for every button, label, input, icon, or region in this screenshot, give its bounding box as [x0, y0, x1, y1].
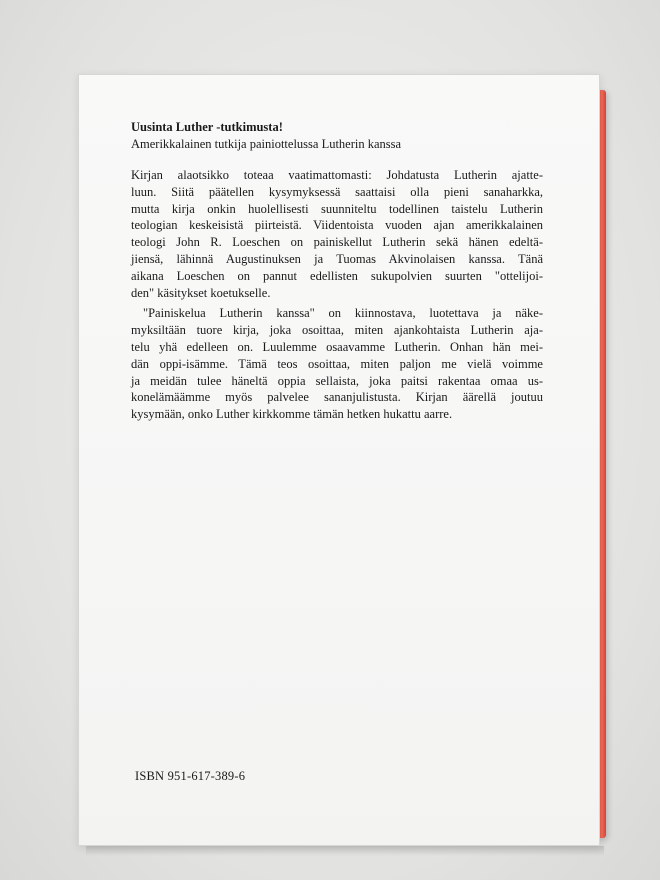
paragraph-1-line: teologi John R. Loeschen on painiskellut Lutherin sekä hänen edeltä- [131, 235, 543, 250]
paragraph-2-line: myksiltään tuore kirja, joka osoittaa, miten ajankohtaista Lutherin aja- [131, 323, 543, 338]
paragraph-1-line: mutta kirja onkin huolellisesti suunniteltu todellinen taistelu Lutherin [131, 201, 543, 216]
paragraph-1-line: luun. Siitä päätellen kysymyksessä saattaisi olla pieni sanaharkka, [131, 184, 543, 199]
paragraph-1 [131, 167, 543, 301]
cover-text-block [131, 119, 543, 423]
paragraph-2-line: konelämäämme myös palvelee sananjulistusta. Kirjan äärellä joutuu [131, 390, 543, 405]
paragraph-2-line: "Painiskelua Lutherin kanssa" on kiinnostava, luotettava ja näke- [143, 306, 543, 321]
paragraph-2-line: dän oppi-isämme. Tämä teos osoittaa, miten paljon me vielä voimme [131, 356, 543, 371]
book-shadow [86, 846, 604, 856]
paragraph-1-line: teologian keskeisistä piirteistä. Viidentoista vuoden ajan amerikkalainen [131, 218, 543, 233]
paragraph-2 [131, 305, 543, 423]
paragraph-2-line: ja meidän tulee häneltä oppia sellaista, joka paitsi rakentaa omaa us- [131, 373, 543, 388]
paragraph-2-line: kysymään, onko Luther kirkkomme tämän hetken hukattu aarre. [131, 407, 453, 422]
paragraph-1-line: den" käsitykset koetukselle. [131, 285, 271, 300]
cover-subheading: Amerikkalainen tutkija painiottelussa Lutherin kanssa [131, 137, 402, 151]
paragraph-1-line: Kirjan alaotsikko toteaa vaatimattomasti: Johdatusta Lutherin ajatte- [131, 168, 543, 182]
cover-heading: Uusinta Luther -tutkimusta! [131, 120, 283, 134]
paragraph-2-line: telu yhä edelleen on. Luulemme osaavamme Lutherin. Onhan hän mei- [131, 339, 543, 354]
paragraph-1-line: jiensä, lähinnä Augustinuksen ja Tuomas Akvinolaisen kanssa. Tänä [131, 251, 543, 266]
isbn-number: ISBN 951-617-389-6 [135, 769, 246, 783]
paragraph-1-line: aikana Loeschen on pannut edellisten sukupolvien suurten "ottelijoi- [131, 268, 543, 283]
book-back-cover [78, 74, 600, 846]
